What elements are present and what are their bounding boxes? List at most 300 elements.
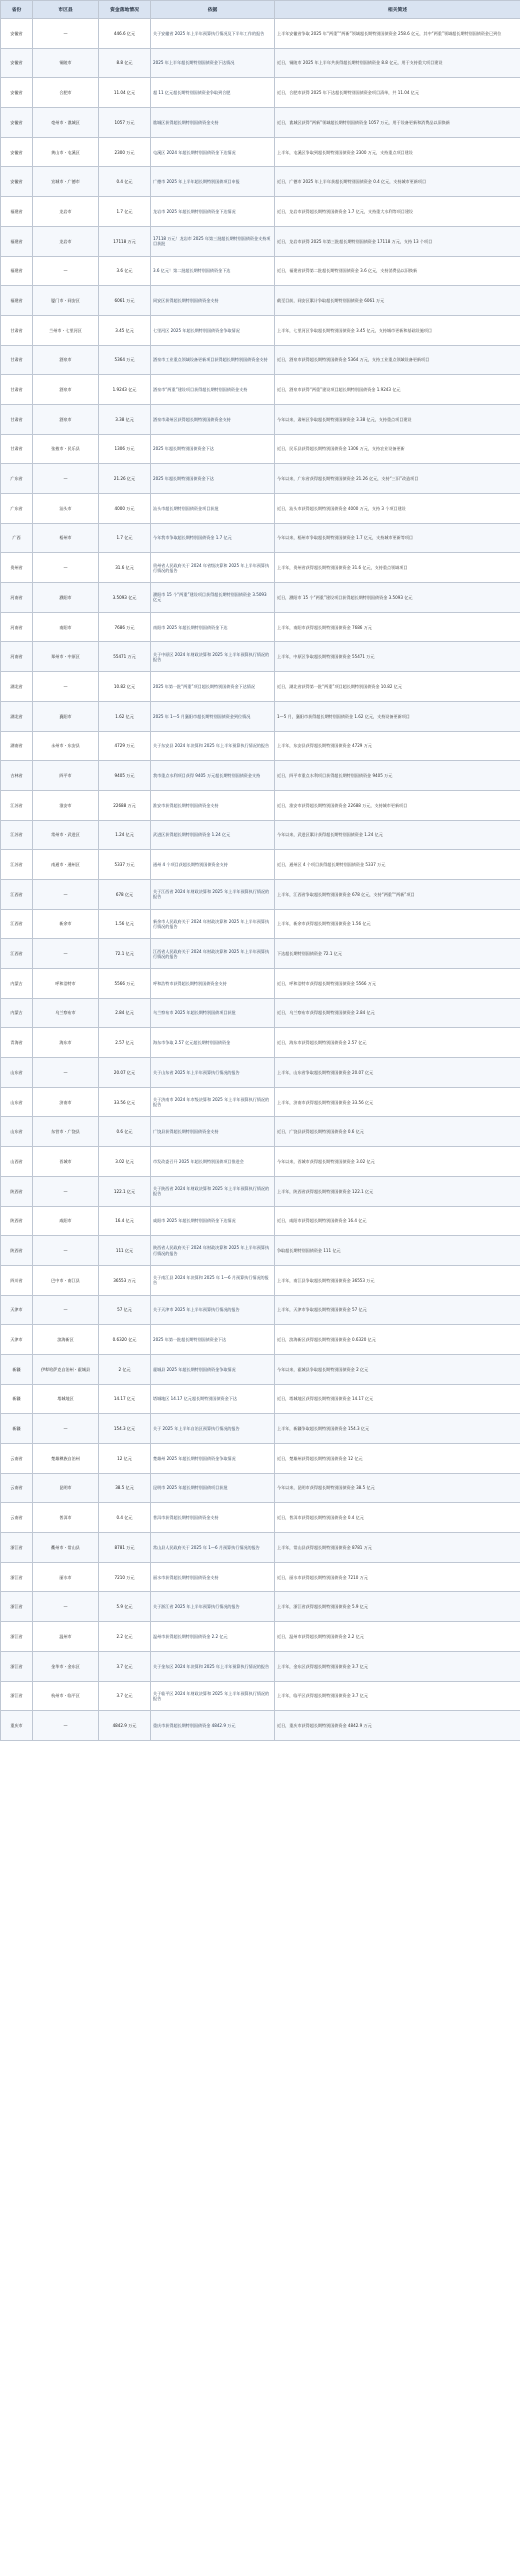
cell-amount: 12 亿元	[99, 1444, 151, 1474]
cell-province: 贵州省	[1, 553, 33, 583]
table-row	[1, 1651, 520, 1681]
cell-basis: 2025 年第一批“两重”项目超长期特别国债资金下达情况	[151, 672, 275, 702]
cell-amount: 3.45 亿元	[99, 315, 151, 345]
cell-note: 近日，谯城区获得“两新”领域超长期特别国债资金 1057 万元，用于设备更新和消费品以旧换新	[275, 108, 520, 138]
table-row	[1, 464, 520, 494]
cell-city: 丽水市	[33, 1562, 99, 1592]
cell-note: 近日，滨海新区获得超长期特别国债资金 0.6320 亿元	[275, 1325, 520, 1355]
cell-amount: 3.6 亿元	[99, 256, 151, 286]
cell-amount: 36553 万元	[99, 1265, 151, 1295]
table-row	[1, 850, 520, 880]
cell-province: 新疆	[1, 1354, 33, 1384]
cell-basis: 我市重点水利项目获得 9405 万元超长期特别国债资金支持	[151, 761, 275, 791]
cell-city: 晋城市	[33, 1147, 99, 1177]
cell-note: 上半年，南江县争取超长期特别国债资金 36553 万元	[275, 1265, 520, 1295]
cell-province: 甘肃省	[1, 315, 33, 345]
cell-basis: 呼和浩特市获得超长期特别国债资金支持	[151, 969, 275, 999]
cell-note: 今年以来，武进区累计获得超长期特别国债资金 1.24 亿元	[275, 820, 520, 850]
cell-city: 滨海新区	[33, 1325, 99, 1355]
table-row	[1, 1117, 520, 1147]
cell-amount: 1057 万元	[99, 108, 151, 138]
cell-note: 上半年，屯溪区争取到超长期特别国债资金 2300 万元，支持重点项目建设	[275, 137, 520, 167]
cell-city: 楚雄彝族自治州	[33, 1444, 99, 1474]
cell-note: 今年以来，广东省获得超长期特别国债资金 21.26 亿元，支持“三旧”改造项目	[275, 464, 520, 494]
cell-basis: 关于东安县 2024 年决算和 2025 年上半年预算执行情况的报告	[151, 731, 275, 761]
cell-note: 上半年，济南市获得超长期特别国债资金 33.56 亿元	[275, 1087, 520, 1117]
cell-basis: 2025 年第一批超长期特别国债资金下达	[151, 1325, 275, 1355]
table-row	[1, 672, 520, 702]
cell-basis: 新余市人民政府关于 2024 年财政决算和 2025 年上半年预算执行情况的报告	[151, 909, 275, 939]
cell-note: 近日，濮阳市 15 个“两重”建设项目获得超长期特别国债资金 3.5093 亿元	[275, 583, 520, 613]
cell-city: 郑州市・中原区	[33, 642, 99, 672]
cell-province: 新疆	[1, 1384, 33, 1414]
table-row	[1, 790, 520, 820]
table-row	[1, 1236, 520, 1266]
cell-note: 争取超长期特别国债资金 111 亿元	[275, 1236, 520, 1266]
cell-basis: 淮安市获得超长期特别国债资金支持	[151, 790, 275, 820]
cell-basis: 酒泉市工业重点领域设备更新项目获得超长期特别国债资金支持	[151, 345, 275, 375]
header-basis: 依据	[151, 1, 275, 19]
cell-basis: 关于江西省 2024 年财政决算和 2025 年上半年预算执行情况的报告	[151, 879, 275, 909]
cell-amount: 2300 万元	[99, 137, 151, 167]
cell-city: 南通市・通州区	[33, 850, 99, 880]
table-row	[1, 256, 520, 286]
header-city: 市区县	[33, 1, 99, 19]
cell-province: 湖北省	[1, 701, 33, 731]
table-row	[1, 1265, 520, 1295]
table-row	[1, 494, 520, 524]
cell-city: 永州市・东安县	[33, 731, 99, 761]
cell-province: 广东省	[1, 494, 33, 524]
table-row	[1, 1087, 520, 1117]
cell-amount: 3.02 亿元	[99, 1147, 151, 1177]
cell-province: 安徽省	[1, 137, 33, 167]
cell-province: 河南省	[1, 612, 33, 642]
cell-amount: 5364 万元	[99, 345, 151, 375]
table-row	[1, 78, 520, 108]
cell-amount: 11.04 亿元	[99, 78, 151, 108]
cell-province: 四川省	[1, 1265, 33, 1295]
cell-amount: 72.1 亿元	[99, 939, 151, 969]
cell-note: 上半年安徽省争取 2025 年“两重”“两新”领域超长期特别国债资金 258.6 亿元，其中“两重”领域超长期特别国债资金已到位	[275, 19, 520, 49]
cell-city: 四平市	[33, 761, 99, 791]
cell-basis: 乌兰察布市 2025 年超长期特别国债项目获批	[151, 998, 275, 1028]
cell-city: 海东市	[33, 1028, 99, 1058]
cell-amount: 4842.9 万元	[99, 1711, 151, 1741]
table-row	[1, 1295, 520, 1325]
table-row	[1, 1711, 520, 1741]
cell-note: 近日，广饶县获得超长期特别国债资金 0.6 亿元	[275, 1117, 520, 1147]
cell-city: 濮阳市	[33, 583, 99, 613]
cell-province: 云南省	[1, 1473, 33, 1503]
cell-note: 近日，楚雄州获得超长期特别国债资金 12 亿元	[275, 1444, 520, 1474]
cell-amount: 2.84 亿元	[99, 998, 151, 1028]
cell-amount: 1.56 亿元	[99, 909, 151, 939]
cell-note: 近日，龙岩市获得超长期特别国债资金 1.7 亿元，支持重大水利等项目建设	[275, 197, 520, 227]
cell-amount: 20.07 亿元	[99, 1058, 151, 1088]
cell-basis: 龙岩市 2025 年超长期特别国债资金下达情况	[151, 197, 275, 227]
cell-note: 近日，酒泉市获得“两重”建设项目超长期特别国债资金 1.9243 亿元	[275, 375, 520, 405]
cell-city: 梧州市	[33, 523, 99, 553]
cell-basis: 通州 4 个项目获超长期特别国债资金支持	[151, 850, 275, 880]
cell-basis: 关于 2025 年上半年自治区预算执行情况的报告	[151, 1414, 275, 1444]
cell-amount: 31.6 亿元	[99, 553, 151, 583]
cell-city: 宣城市・广德市	[33, 167, 99, 197]
cell-amount: 0.6320 亿元	[99, 1325, 151, 1355]
cell-note: 近日，合肥市获得 2025 年下达超长期特别国债资金项目清单，共 11.04 亿元	[275, 78, 520, 108]
cell-note: 上半年，浙江省获得超长期特别国债资金 5.9 亿元	[275, 1592, 520, 1622]
cell-province: 安徽省	[1, 167, 33, 197]
cell-province: 云南省	[1, 1444, 33, 1474]
cell-amount: 4000 万元	[99, 494, 151, 524]
cell-basis: 广德市 2025 年上半年超长期特别国债项目申报	[151, 167, 275, 197]
cell-province: 山西省	[1, 1147, 33, 1177]
cell-province: 内蒙古	[1, 969, 33, 999]
cell-city: 普洱市	[33, 1503, 99, 1533]
table-row	[1, 761, 520, 791]
cell-province: 浙江省	[1, 1651, 33, 1681]
cell-amount: 3.7 亿元	[99, 1681, 151, 1711]
cell-amount: 22688 万元	[99, 790, 151, 820]
cell-city: 酒泉市	[33, 345, 99, 375]
cell-province: 浙江省	[1, 1681, 33, 1711]
cell-note: 上半年，陕西省获得超长期特别国债资金 122.1 亿元	[275, 1176, 520, 1206]
table-row	[1, 1622, 520, 1652]
cell-basis: 市发改委召开 2025 年超长期特别国债项目推进会	[151, 1147, 275, 1177]
cell-amount: 446.6 亿元	[99, 19, 151, 49]
cell-basis: 重庆市获得超长期特别国债资金 4842.9 万元	[151, 1711, 275, 1741]
cell-note: 下达超长期特别国债资金 72.1 亿元	[275, 939, 520, 969]
cell-note: 近日，福建省获得第二批超长期特别国债资金 3.6 亿元，支持消费品以旧换新	[275, 256, 520, 286]
cell-note: 近日，重庆市获得超长期特别国债资金 4842.9 万元	[275, 1711, 520, 1741]
cell-city: 衢州市・常山县	[33, 1533, 99, 1563]
cell-city: —	[33, 19, 99, 49]
cell-amount: 21.26 亿元	[99, 464, 151, 494]
cell-basis: 贵州省人民政府关于 2024 年省级决算和 2025 年上半年预算执行情况的报告	[151, 553, 275, 583]
cell-basis: 陕西省人民政府关于 2024 年财政决算和 2025 年上半年预算执行情况的报告	[151, 1236, 275, 1266]
cell-city: 淮安市	[33, 790, 99, 820]
cell-city: 黄山市・屯溪区	[33, 137, 99, 167]
cell-city: 乌兰察布市	[33, 998, 99, 1028]
cell-province: 云南省	[1, 1503, 33, 1533]
cell-amount: 8.8 亿元	[99, 48, 151, 78]
cell-basis: 2025 年上半年超长期特别国债资金下达情况	[151, 48, 275, 78]
table-row	[1, 642, 520, 672]
cell-basis: 2025 年超长期特别国债资金下达	[151, 434, 275, 464]
cell-city: —	[33, 939, 99, 969]
cell-basis: 超 11 亿元超长期特别国债资金争取到合肥	[151, 78, 275, 108]
cell-basis: 关于陕西省 2024 年财政决算和 2025 年上半年预算执行情况的报告	[151, 1176, 275, 1206]
cell-amount: 8781 万元	[99, 1533, 151, 1563]
cell-province: 浙江省	[1, 1533, 33, 1563]
cell-note: 今年以来，梧州市争取超长期特别国债资金 1.7 亿元，支持城市更新等项目	[275, 523, 520, 553]
cell-basis: 昆明市 2025 年超长期特别国债项目获批	[151, 1473, 275, 1503]
table-row	[1, 1354, 520, 1384]
cell-city: 厦门市・同安区	[33, 286, 99, 316]
table-row	[1, 1058, 520, 1088]
cell-city: 酒泉市	[33, 404, 99, 434]
table-row	[1, 701, 520, 731]
cell-city: —	[33, 1236, 99, 1266]
cell-amount: 1306 万元	[99, 434, 151, 464]
cell-basis: 关于金东区 2024 年决算和 2025 年上半年预算执行情况的报告	[151, 1651, 275, 1681]
cell-province: 江苏省	[1, 820, 33, 850]
cell-note: 截至目前，同安区累计争取超长期特别国债资金 6061 万元	[275, 286, 520, 316]
table-row	[1, 1681, 520, 1711]
cell-basis: 塔城地区 14.17 亿元超长期特别国债资金下达	[151, 1384, 275, 1414]
cell-note: 近日，塔城地区获得超长期特别国债资金 14.17 亿元	[275, 1384, 520, 1414]
header-amount: 资金落地情况	[99, 1, 151, 19]
cell-province: 甘肃省	[1, 345, 33, 375]
cell-basis: 咸阳市 2025 年超长期特别国债资金下达情况	[151, 1206, 275, 1236]
cell-basis: 关于浙江省 2025 年上半年预算执行情况的报告	[151, 1592, 275, 1622]
cell-city: 伊犁哈萨克自治州・霍城县	[33, 1354, 99, 1384]
cell-amount: 678 亿元	[99, 879, 151, 909]
cell-amount: 5337 万元	[99, 850, 151, 880]
cell-province: 福建省	[1, 197, 33, 227]
table-row	[1, 909, 520, 939]
table-row	[1, 998, 520, 1028]
cell-province: 山东省	[1, 1117, 33, 1147]
cell-amount: 33.56 亿元	[99, 1087, 151, 1117]
cell-basis: 2025 年 1—5 月襄阳市超长期特别国债资金到位情况	[151, 701, 275, 731]
cell-province: 重庆市	[1, 1711, 33, 1741]
table-row	[1, 820, 520, 850]
cell-note: 近日，民乐县获得超长期特别国债资金 1306 万元，支持农业设备更新	[275, 434, 520, 464]
cell-city: 东营市・广饶县	[33, 1117, 99, 1147]
table-header-row	[1, 1, 520, 19]
header-note: 相关简述	[275, 1, 520, 19]
cell-note: 今年以来，肃州区争取超长期特别国债资金 3.38 亿元，支持重点项目建设	[275, 404, 520, 434]
cell-amount: 4729 万元	[99, 731, 151, 761]
cell-basis: 2025 年超长期特别国债资金下达	[151, 464, 275, 494]
cell-province: 广东省	[1, 464, 33, 494]
cell-amount: 3.7 亿元	[99, 1651, 151, 1681]
cell-city: —	[33, 1295, 99, 1325]
cell-amount: 5.9 亿元	[99, 1592, 151, 1622]
table-row	[1, 553, 520, 583]
cell-amount: 16.4 亿元	[99, 1206, 151, 1236]
cell-city: 济南市	[33, 1087, 99, 1117]
table-row	[1, 1325, 520, 1355]
cell-province: 河南省	[1, 583, 33, 613]
table-row	[1, 1592, 520, 1622]
table-row	[1, 48, 520, 78]
cell-province: 江西省	[1, 909, 33, 939]
table-row	[1, 731, 520, 761]
cell-note: 近日，汕头市获得超长期特别国债资金 4000 万元，支持 3 个项目建设	[275, 494, 520, 524]
cell-note: 上半年，东安县获得超长期特别国债资金 4729 万元	[275, 731, 520, 761]
cell-note: 1—5 月，襄阳市获得超长期特别国债资金 1.62 亿元，支持设备更新项目	[275, 701, 520, 731]
cell-basis: 关于山东省 2025 年上半年预算执行情况的报告	[151, 1058, 275, 1088]
cell-province: 甘肃省	[1, 404, 33, 434]
header-province: 省份	[1, 1, 33, 19]
table-row	[1, 1444, 520, 1474]
cell-city: —	[33, 1414, 99, 1444]
cell-note: 上半年，常山县获得超长期特别国债资金 8781 万元	[275, 1533, 520, 1563]
cell-basis: 关于安徽省 2025 年上半年预算执行情况及下半年工作的报告	[151, 19, 275, 49]
table-row	[1, 434, 520, 464]
cell-amount: 1.9243 亿元	[99, 375, 151, 405]
cell-amount: 55471 万元	[99, 642, 151, 672]
cell-province: 广西	[1, 523, 33, 553]
cell-basis: 关于南江县 2024 年决算和 2025 年 1—6 月预算执行情况的报告	[151, 1265, 275, 1295]
cell-note: 上半年，新余市获得超长期特别国债资金 1.56 亿元	[275, 909, 520, 939]
cell-province: 陕西省	[1, 1236, 33, 1266]
table-row	[1, 1384, 520, 1414]
cell-province: 吉林省	[1, 761, 33, 791]
cell-province: 山东省	[1, 1058, 33, 1088]
table-row	[1, 197, 520, 227]
cell-note: 上半年，新疆争取超长期特别国债资金 154.3 亿元	[275, 1414, 520, 1444]
cell-city: 咸阳市	[33, 1206, 99, 1236]
table-row	[1, 286, 520, 316]
table-row	[1, 1028, 520, 1058]
cell-note: 近日，呼和浩特市获得超长期特别国债资金 5566 万元	[275, 969, 520, 999]
cell-note: 上半年，七里河区争取超长期特别国债资金 3.45 亿元，支持城市更新和基础设施项目	[275, 315, 520, 345]
cell-amount: 5566 万元	[99, 969, 151, 999]
cell-note: 近日，温州市获得超长期特别国债资金 2.2 亿元	[275, 1622, 520, 1652]
table-row	[1, 1206, 520, 1236]
cell-city: —	[33, 256, 99, 286]
cell-province: 河南省	[1, 642, 33, 672]
cell-amount: 0.6 亿元	[99, 1117, 151, 1147]
cell-note: 近日，酒泉市获得超长期特别国债资金 5364 万元，支持工业重点领域设备更新项目	[275, 345, 520, 375]
cell-note: 近日，四平市重点水利项目获得超长期特别国债资金 9405 万元	[275, 761, 520, 791]
cell-amount: 1.7 亿元	[99, 523, 151, 553]
cell-city: 巴中市・南江县	[33, 1265, 99, 1295]
table-row	[1, 226, 520, 256]
table-row	[1, 19, 520, 49]
cell-city: 温州市	[33, 1622, 99, 1652]
cell-note: 今年以来，昆明市获得超长期特别国债资金 38.5 亿元	[275, 1473, 520, 1503]
cell-city: —	[33, 1592, 99, 1622]
cell-note: 近日，海东市获得超长期特别国债资金 2.57 亿元	[275, 1028, 520, 1058]
cell-amount: 9405 万元	[99, 761, 151, 791]
cell-note: 今年以来，晋城市获得超长期特别国债资金 3.02 亿元	[275, 1147, 520, 1177]
table-row	[1, 1533, 520, 1563]
cell-basis: 濮阳市 15 个“两重”建设项目获得超长期特别国债资金 3.5093 亿元	[151, 583, 275, 613]
cell-city: 兰州市・七里河区	[33, 315, 99, 345]
cell-province: 湖北省	[1, 672, 33, 702]
cell-basis: 关于临平区 2024 年财政决算和 2025 年上半年预算执行情况的报告	[151, 1681, 275, 1711]
table-row	[1, 583, 520, 613]
cell-province: 山东省	[1, 1087, 33, 1117]
table-row	[1, 1473, 520, 1503]
cell-basis: 酒泉市肃州区获得超长期特别国债资金支持	[151, 404, 275, 434]
cell-note: 近日，广德市 2025 年上半年获超长期特别国债资金 0.4 亿元，支持城市更新项目	[275, 167, 520, 197]
table-row	[1, 345, 520, 375]
table-row	[1, 375, 520, 405]
cell-note: 上半年，中原区争取超长期特别国债资金 55471 万元	[275, 642, 520, 672]
cell-amount: 154.3 亿元	[99, 1414, 151, 1444]
cell-province: 湖南省	[1, 731, 33, 761]
cell-basis: 屯溪区 2024 年超长期特别国债资金下达情况	[151, 137, 275, 167]
cell-basis: 温州市获得超长期特别国债资金 2.2 亿元	[151, 1622, 275, 1652]
cell-basis: 同安区获得超长期特别国债资金支持	[151, 286, 275, 316]
cell-basis: 关于中原区 2024 年财政决算和 2025 年上半年预算执行情况的报告	[151, 642, 275, 672]
cell-city: —	[33, 672, 99, 702]
cell-province: 安徽省	[1, 19, 33, 49]
cell-amount: 111 亿元	[99, 1236, 151, 1266]
table-row	[1, 108, 520, 138]
cell-note: 上半年，江西省争取超长期特别国债资金 678 亿元，支持“两重”“两新”项目	[275, 879, 520, 909]
cell-city: 襄阳市	[33, 701, 99, 731]
cell-city: 常州市・武进区	[33, 820, 99, 850]
cell-city: —	[33, 1711, 99, 1741]
cell-amount: 7686 万元	[99, 612, 151, 642]
cell-city: 南阳市	[33, 612, 99, 642]
cell-basis: 海东市争取 2.57 亿元超长期特别国债资金	[151, 1028, 275, 1058]
cell-basis: 谯城区获得超长期特别国债资金支持	[151, 108, 275, 138]
table-row	[1, 612, 520, 642]
cell-amount: 3.38 亿元	[99, 404, 151, 434]
cell-city: —	[33, 464, 99, 494]
cell-province: 浙江省	[1, 1562, 33, 1592]
cell-province: 浙江省	[1, 1622, 33, 1652]
cell-city: 塔城地区	[33, 1384, 99, 1414]
cell-note: 近日，丽水市获得超长期特别国债资金 7210 万元	[275, 1562, 520, 1592]
cell-amount: 2.57 亿元	[99, 1028, 151, 1058]
cell-city: —	[33, 553, 99, 583]
cell-basis: 常山县人民政府关于 2025 年 1—6 月预算执行情况的报告	[151, 1533, 275, 1563]
cell-basis: 霍城县 2025 年超长期特别国债资金争取情况	[151, 1354, 275, 1384]
cell-city: —	[33, 879, 99, 909]
cell-province: 天津市	[1, 1295, 33, 1325]
cell-basis: 丽水市获得超长期特别国债资金支持	[151, 1562, 275, 1592]
table-row	[1, 1562, 520, 1592]
cell-province: 江苏省	[1, 790, 33, 820]
cell-province: 青海省	[1, 1028, 33, 1058]
cell-city: 昆明市	[33, 1473, 99, 1503]
cell-city: 杭州市・临平区	[33, 1681, 99, 1711]
cell-province: 陕西省	[1, 1206, 33, 1236]
cell-note: 近日，铜陵市 2025 年上半年共获得超长期特别国债资金 8.8 亿元，用于支持重大项目建设	[275, 48, 520, 78]
table-row	[1, 1503, 520, 1533]
table-row	[1, 1414, 520, 1444]
cell-note: 上半年，天津市争取超长期特别国债资金 57 亿元	[275, 1295, 520, 1325]
cell-note: 今年以来，霍城县争取超长期特别国债资金 2 亿元	[275, 1354, 520, 1384]
cell-province: 甘肃省	[1, 375, 33, 405]
cell-note: 近日，咸阳市获得超长期特别国债资金 16.4 亿元	[275, 1206, 520, 1236]
table-row	[1, 939, 520, 969]
cell-province: 甘肃省	[1, 434, 33, 464]
cell-note: 上半年，山东省争取超长期特别国债资金 20.07 亿元	[275, 1058, 520, 1088]
cell-city: 合肥市	[33, 78, 99, 108]
table-row	[1, 137, 520, 167]
cell-amount: 10.82 亿元	[99, 672, 151, 702]
cell-amount: 38.5 亿元	[99, 1473, 151, 1503]
cell-basis: 楚雄州 2025 年超长期特别国债资金争取情况	[151, 1444, 275, 1474]
table-row	[1, 1147, 520, 1177]
cell-city: —	[33, 1176, 99, 1206]
cell-note: 近日，乌兰察布市获得超长期特别国债资金 2.84 亿元	[275, 998, 520, 1028]
cell-note: 近日，普洱市获得超长期特别国债资金 0.4 亿元	[275, 1503, 520, 1533]
cell-note: 近日，龙岩市获得 2025 年第三批超长期特别国债资金 17118 万元，支持 13 个项目	[275, 226, 520, 256]
cell-basis: 普洱市获得超长期特别国债资金支持	[151, 1503, 275, 1533]
cell-note: 上半年，南阳市获得超长期特别国债资金 7686 万元	[275, 612, 520, 642]
cell-province: 江西省	[1, 939, 33, 969]
cell-amount: 2 亿元	[99, 1354, 151, 1384]
cell-basis: 关于天津市 2025 年上半年预算执行情况的报告	[151, 1295, 275, 1325]
cell-basis: 武进区获得超长期特别国债资金 1.24 亿元	[151, 820, 275, 850]
table-row	[1, 1176, 520, 1206]
cell-city: 张掖市・民乐县	[33, 434, 99, 464]
cell-amount: 6061 万元	[99, 286, 151, 316]
cell-basis: 汕头市超长期特别国债资金项目获批	[151, 494, 275, 524]
cell-amount: 122.1 亿元	[99, 1176, 151, 1206]
cell-amount: 7210 万元	[99, 1562, 151, 1592]
